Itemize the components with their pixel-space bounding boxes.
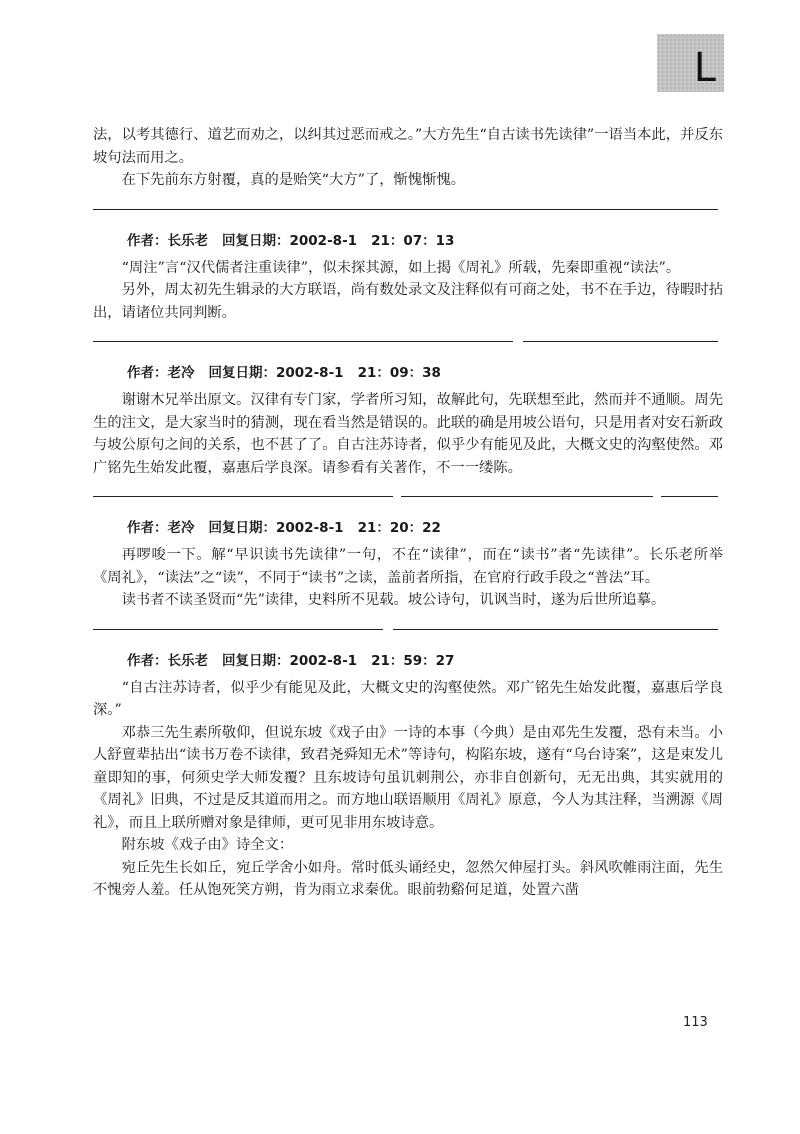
paragraph: 在下先前东方射覆，真的是贻笑“大方”了，惭愧惭愧。 (121, 172, 466, 188)
post-date: 回复日期：2002-8-1 (208, 365, 344, 381)
post-block-4 (93, 651, 723, 902)
post-time: 21：59：27 (371, 652, 455, 669)
post-author: 作者：长乐老 (127, 232, 208, 249)
post-block-0 (93, 124, 723, 192)
paragraph: 另外，周太初先生辑录的大方联语，尚有数处录文及注释似有可商之处，书不在手边，待暇时拈出，请诸位共同判断。 (93, 282, 723, 321)
post-meta (127, 651, 723, 671)
post-date: 回复日期：2002-8-1 (222, 232, 358, 249)
paragraph: 谢谢木兄举出原文。汉律有专门家，学者所习知，故解此句，先联想至此，然而并不通顺。周先生的注文，是大家当时的猜测，现在看当然是错误的。此联的确是用坡公语句，只是用者对安石新政与坡公原句之间的关系，也不甚了了。自古注苏诗者，似乎少有能见及此，大概文史的沟壑使然。邓广铭先生始发此覆，嘉惠后学良深。请参看有关著作，不一一缕陈。 (93, 392, 723, 476)
paragraph: 再啰唆一下。解“早识读书先读律”一句，不在“读律”，而在“读书”者“先读律”。长乐老所举《周礼》，“读法”之“读”，不同于“读书”之读，盖前者所指，在官府行政手段之“普法”耳。 (93, 547, 723, 586)
post-meta (127, 231, 723, 251)
divider-rule (93, 628, 723, 631)
post-time: 21：07：13 (371, 232, 455, 249)
divider-rule (93, 340, 723, 343)
post-author: 作者：老冷 (127, 520, 195, 536)
post-time: 21：09：38 (357, 365, 441, 381)
post-author: 作者：老冷 (127, 365, 195, 381)
chapter-tab (657, 34, 724, 92)
post-time: 21：20：22 (357, 520, 441, 536)
paragraph: 邓恭三先生素所敬仰，但说东坡《戏子由》一诗的本事（今典）是由邓先生发覆，恐有未当。小人舒亶辈拈出“读书万卷不读律，致君尧舜知无术”等诗句，构陷东坡，遂有“乌台诗案”，这是束发儿童即知的事，何须史学大师发覆？且东坡诗句虽讥刺荆公，亦非自创新句，无无出典，其实就用的《周礼》旧典，不过是反其道而用之。而方地山联语顺用《周礼》原意，今人为其注释，当溯源《周礼》，而且上联所赠对象是律师，更可见非用东坡诗意。 (93, 724, 723, 831)
page-number: 113 (683, 1015, 708, 1030)
paragraph: 宛丘先生长如丘，宛丘学舍小如舟。常时低头诵经史，忽然欠伸屋打头。斜风吹帷雨注面，先生不愧旁人羞。任从饱死笑方朔，肯为雨立求秦优。眼前勃谿何足道，处置六凿 (93, 859, 723, 898)
post-author: 作者：长乐老 (127, 652, 208, 669)
divider-rule (93, 208, 723, 211)
paragraph: “周注”言“汉代儒者注重读律”，似未探其源，如上揭《周礼》所载，先秦即重视“读法”。 (121, 259, 681, 276)
page-content (93, 124, 723, 902)
paragraph: “自古注苏诗者，似乎少有能见及此，大概文史的沟壑使然。邓广铭先生始发此覆，嘉惠后学良深。” (93, 679, 723, 718)
post-block-1 (93, 231, 723, 325)
post-meta (127, 518, 723, 538)
paragraph: 法，以考其德行、道艺而劝之，以纠其过恶而戒之。”大方先生“自古读书先读律”一语当本此，并反东坡句法而用之。 (93, 127, 723, 166)
post-date: 回复日期：2002-8-1 (208, 520, 344, 536)
paragraph: 读书者不读圣贤而“先”读律，史料所不见载。坡公诗句，讥讽当时，遂为后世所追摹。 (121, 592, 666, 608)
post-meta (127, 363, 723, 383)
paragraph: 附东坡《戏子由》诗全文： (121, 837, 294, 853)
post-block-2 (93, 363, 723, 479)
divider-rule (93, 495, 723, 498)
chapter-letter: L (693, 45, 716, 91)
post-date: 回复日期：2002-8-1 (222, 652, 358, 669)
post-block-3 (93, 518, 723, 612)
